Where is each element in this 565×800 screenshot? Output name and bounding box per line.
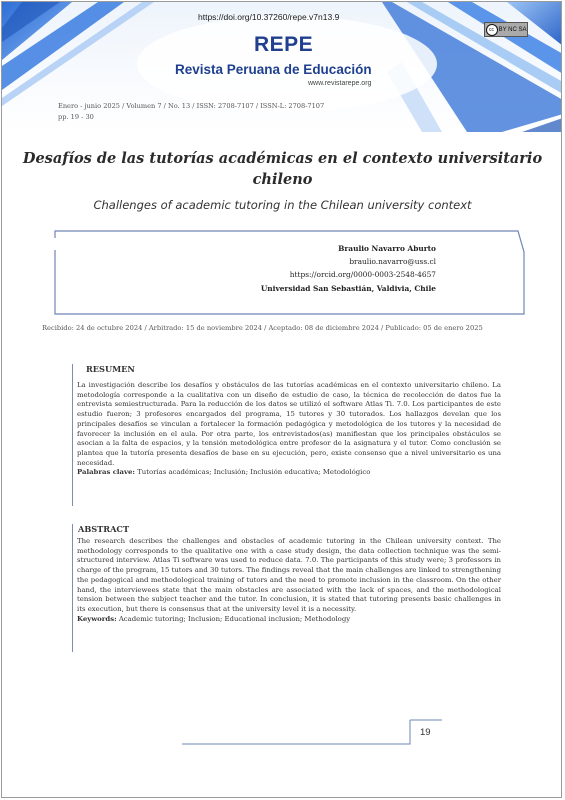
volume-line: Enero - junio 2025 / Volumen 7 / No. 13 / ISSN: 2708-7107 / ISSN-L: 2708-7107	[58, 102, 325, 110]
doi-link[interactable]: https://doi.org/10.37260/repe.v7n13.9	[198, 12, 340, 22]
journal-name: Revista Peruana de Educación	[175, 62, 372, 77]
author-email[interactable]: braulio.navarro@uss.cl	[349, 257, 436, 267]
creative-commons-icon: cc	[486, 24, 498, 36]
page-number-frame	[2, 2, 562, 798]
journal-page	[1, 1, 562, 798]
abstract-text: The research describes the challenges and obstacles of academic tutoring in the Chilean university context. The methodology corresponds to the qualitative one with a case study design, the data collection technique was the semi-structured interview. Atlas Ti software was used to reduce data. 7.0. The participants of this study were; 3 professors in charge of the program, 15 tutors and 30 tutors. The findings reveal that the main challenges are linked to strengthening the pedagogical and methodological training of tutors and the need to promote inclusion in the classroom. On the other hand, the interviewees state that the main obstacles are associated with the lack of spaces, and the methodological tension between the subject teacher and the tutor. In conclusion, it is stated that tutoring presents basic challenges in its execution, but there is consensus that at the university level it is a necessity.	[77, 537, 501, 613]
author-orcid[interactable]: https://orcid.org/0000-0003-2548-4657	[289, 270, 436, 280]
license-terms: BY NC SA	[498, 26, 527, 33]
resumen-text: La investigación describe los desafíos y obstáculos de las tutorías académicas en el contexto universitario chileno. La metodología corresponde a la cualitativa con un diseño de estudio de caso, la técnica de recolección de datos fue la entrevista semiestructurada. Para la reducción de los datos se utilizó el software Atlas Ti. 7.0. Los participantes de este estudio fueron; 3 profesores encargados del programa, 15 tutores y 30 tutorados. Los hallazgos develan que los principales desafíos se vinculan a fortalecer la formación pedagógica y metodológica de los tutores y la necesidad de favorecer la inclusión en el aula. Por otra parte, los entrevistados(as) manifiestan que los principales obstáculos se asocian a la falta de espacios, y la tensión metodológica entre profesor de la asignatura y el tutor. Como conclusión se plantea que la tutoría presenta desafíos de base en su ejecución, pero, existe consenso que a nivel universitario es una necesidad.	[77, 381, 501, 467]
page-number: 19	[420, 727, 431, 738]
author-name: Braulio Navarro Aburto	[338, 244, 436, 253]
abstract-heading: ABSTRACT	[78, 524, 130, 534]
page-range: pp. 19 - 30	[58, 113, 94, 121]
publication-dates: Recibido: 24 de octubre 2024 / Arbitrado: 15 de noviembre 2024 / Aceptado: 08 de diciembre 2024 / Publicado: 05 de enero 2025	[42, 324, 483, 332]
journal-website[interactable]: www.revistarepe.org	[308, 80, 372, 87]
title-es-line-1: Desafíos de las tutorías académicas en el contexto universitario	[22, 150, 543, 167]
journal-logo-text: REPE	[254, 33, 314, 56]
author-affiliation: Universidad San Sebastián, Valdivia, Chile	[260, 283, 436, 293]
keywords-en: Academic tutoring; Inclusion; Educational inclusion; Methodology	[118, 614, 351, 623]
article-title-english: Challenges of academic tutoring in the Chilean university context	[93, 198, 472, 212]
title-es-line-2: chileno	[252, 171, 313, 188]
keywords-es: Tutorías académicas; Inclusión; Inclusión educativa; Metodológico	[137, 468, 371, 477]
keywords-label-en: Keywords:	[77, 614, 117, 623]
resumen-heading: RESUMEN	[86, 364, 135, 374]
keywords-label-es: Palabras clave:	[77, 468, 135, 477]
